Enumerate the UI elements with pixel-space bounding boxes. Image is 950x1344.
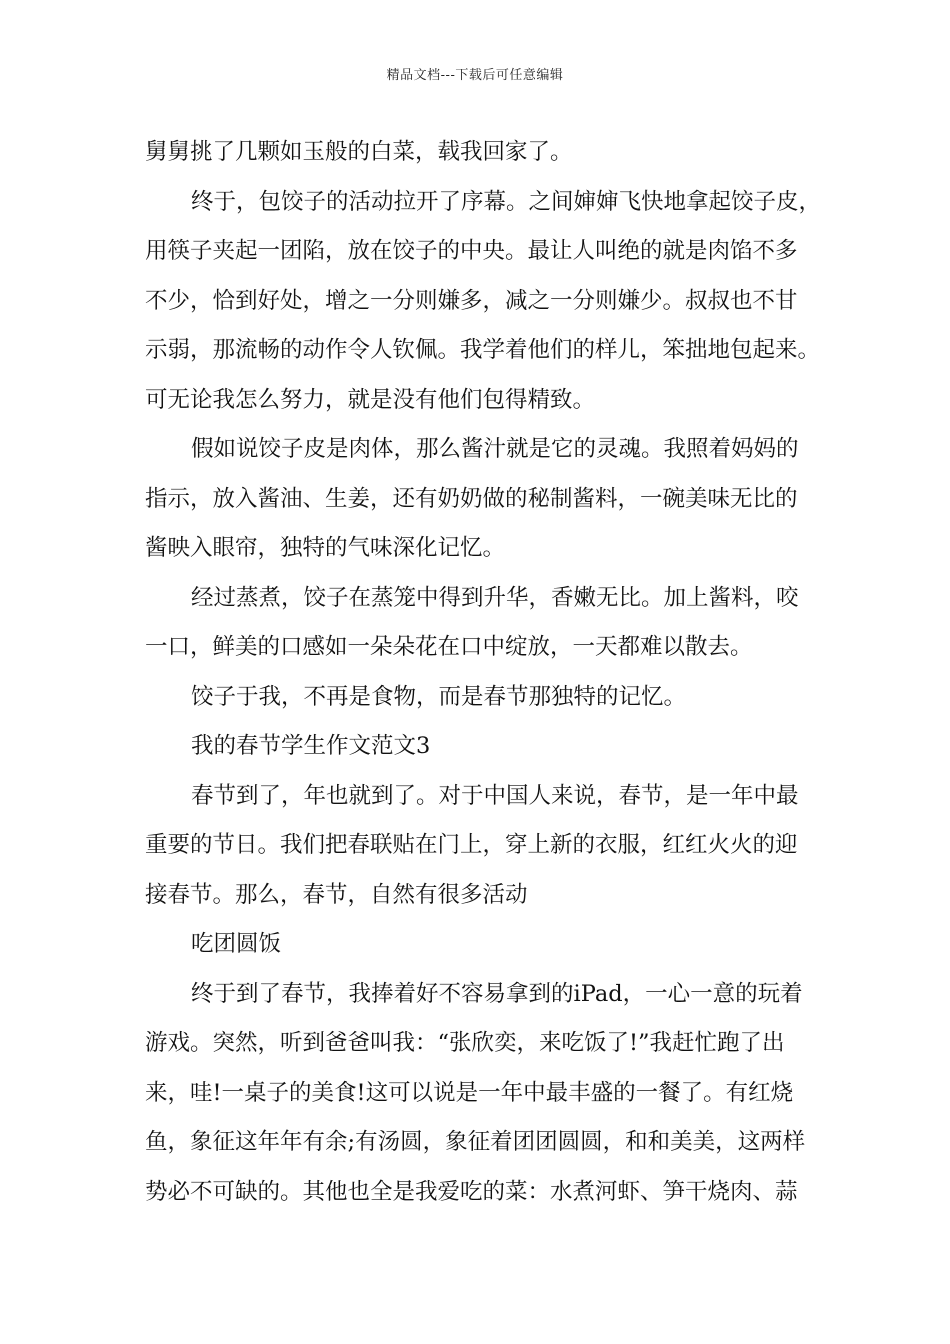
- text-line: 来，哇!一桌子的美食!这可以说是一年中最丰盛的一餐了。有红烧: [145, 1079, 794, 1106]
- subheading: 吃团圆饭: [191, 931, 282, 957]
- text-line: 势必不可缺的。其他也全是我爱吃的菜：水煮河虾、笋干烧肉、蒜: [145, 1178, 798, 1205]
- text-line: 游戏。突然，听到爸爸叫我：“张欣奕，来吃饭了!”我赶忙跑了出: [145, 1030, 785, 1056]
- text-line: 重要的节日。我们把春联贴在门上，穿上新的衣服，红红火火的迎: [145, 832, 798, 858]
- text-line: 一口，鲜美的口感如一朵朵花在口中绽放，一天都难以散去。: [145, 634, 753, 660]
- section-heading: 我的春节学生作文范文3: [191, 733, 431, 759]
- text-line: 终于，包饺子的活动拉开了序幕。之间婶婶飞快地拿起饺子皮，: [191, 188, 822, 215]
- text-line: 用筷子夹起一团陷，放在饺子的中央。最让人叫绝的就是肉馅不多: [145, 238, 798, 264]
- text-line: 接春节。那么，春节，自然有很多活动: [145, 881, 528, 908]
- text-line: 指示，放入酱油、生姜，还有奶奶做的秘制酱料，一碗美味无比的: [145, 485, 798, 512]
- text-line: 舅舅挑了几颗如玉般的白菜，载我回家了。: [145, 139, 573, 165]
- text-line: 示弱，那流畅的动作令人钦佩。我学着他们的样儿，笨拙地包起来。: [145, 337, 821, 363]
- page-header: 精品文档---下载后可任意编辑: [386, 68, 564, 83]
- text-line: 经过蒸煮，饺子在蒸笼中得到升华，香嫩无比。加上酱料，咬: [191, 584, 799, 611]
- text-line: 春节到了，年也就到了。对于中国人来说，春节，是一年中最: [191, 782, 799, 809]
- document-body: [145, 128, 822, 1217]
- text-line: 假如说饺子皮是肉体，那么酱汁就是它的灵魂。我照着妈妈的: [191, 436, 799, 462]
- text-line: 酱映入眼帘，独特的气味深化记忆。: [145, 535, 506, 561]
- text-line: 鱼，象征这年年有余;有汤圆，象征着团团圆圆，和和美美，这两样: [145, 1129, 806, 1155]
- text-line: 终于到了春节，我捧着好不容易拿到的iPad，一心一意的玩着: [191, 980, 803, 1007]
- text-line: 饺子于我，不再是食物，而是春节那独特的记忆。: [191, 683, 687, 710]
- text-line: 不少，恰到好处，增之一分则嫌多，减之一分则嫌少。叔叔也不甘: [145, 287, 798, 314]
- text-line: 可无论我怎么努力，就是没有他们包得精致。: [145, 386, 596, 413]
